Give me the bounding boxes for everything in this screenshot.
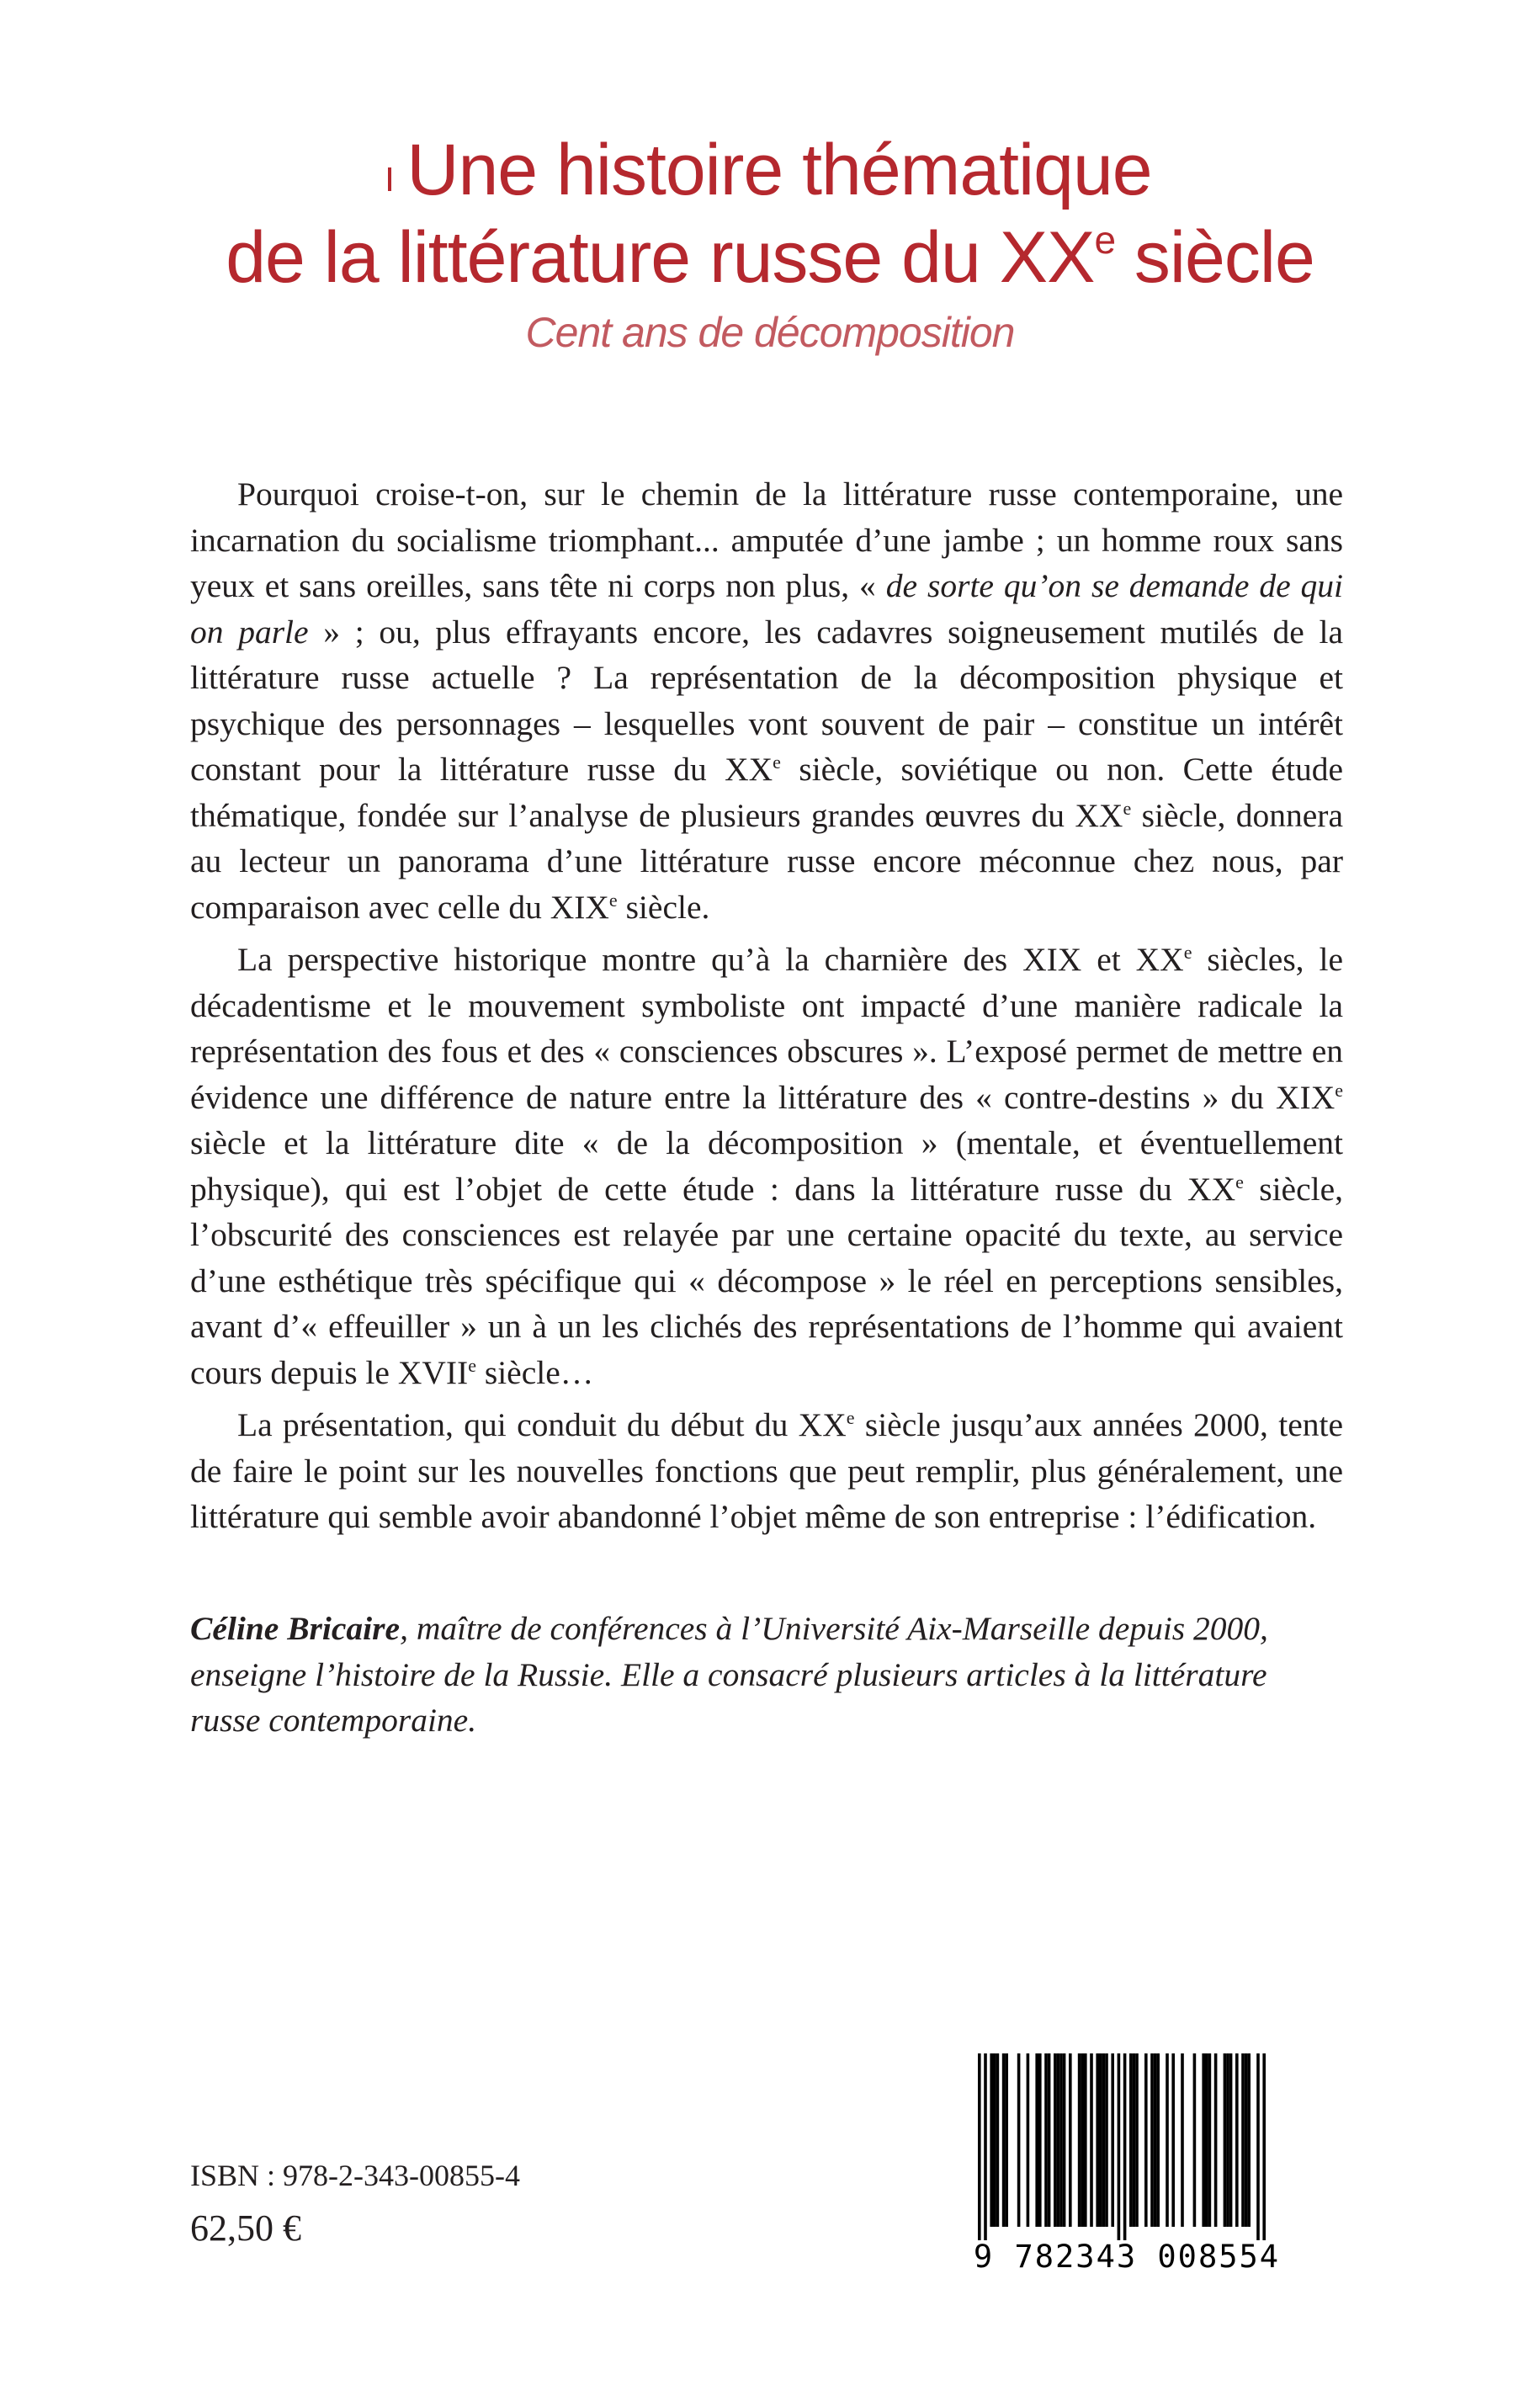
barcode-bar	[1118, 2053, 1121, 2240]
blurb-paragraph-2	[190, 937, 1343, 1395]
barcode-bar	[1069, 2053, 1072, 2227]
barcode-bar	[1144, 2053, 1148, 2227]
barcode-bar	[978, 2053, 981, 2240]
barcode-bar	[1181, 2053, 1184, 2227]
text-run: Pourquoi croise-t-on, sur le chemin de la littérature russe contemporaine, une incarnation du socialisme triomphant... amputée d’une jambe ; un homme roux sans yeux et sans oreilles, sans tête ni corps non plus, «	[190, 475, 1343, 604]
barcode-bar	[1017, 2053, 1021, 2227]
quote-italic: de sorte qu’on se demande de qui on parle	[190, 567, 1344, 651]
text-run: siècle jusqu’aux années 2000, tente de faire le point sur les nouvelles fonctions que peut remplir, plus généralement, une littérature qui semble avoir abandonné l’objet même de son entreprise : l’édification.	[190, 1406, 1344, 1535]
barcode-bar	[1005, 2053, 1008, 2227]
barcode-bar	[996, 2053, 1000, 2227]
barcode-bar	[1078, 2053, 1081, 2227]
book-subtitle: Cent ans de décomposition	[525, 309, 1015, 356]
barcode-bar	[1059, 2053, 1063, 2227]
barcode-bar	[1038, 2053, 1042, 2227]
barcode-bar	[1099, 2053, 1102, 2227]
superscript: e	[1183, 942, 1192, 963]
title-line-2	[0, 214, 1540, 301]
author-bio	[190, 1606, 1343, 1744]
barcode-bar	[1129, 2053, 1133, 2227]
barcode-bar	[1245, 2053, 1248, 2227]
text-run: siècle…	[475, 1353, 594, 1391]
barcode-bar	[1202, 2053, 1205, 2227]
superscript: e	[468, 1354, 476, 1376]
text-run: siècle, donnera au lecteur un panorama d’une littérature russe encore méconnue chez nous, par comparaison avec celle du XIX	[190, 796, 1343, 926]
barcode-bar	[1081, 2053, 1084, 2227]
barcode-bar	[993, 2053, 996, 2227]
superscript: e	[1235, 1171, 1244, 1192]
text-run: siècle et la littérature dite « de la décomposition » (mentale, et éventuellement physique), qui est l’objet de cette étude : dans la littérature russe du XX	[190, 1124, 1343, 1208]
title-line-1-text: Une histoire thématique	[406, 130, 1152, 210]
superscript: e	[773, 752, 781, 773]
blurb-paragraph-3	[190, 1402, 1343, 1540]
barcode-bar	[1027, 2053, 1030, 2227]
barcode-bar	[1048, 2053, 1051, 2227]
isbn: ISBN : 978-2-343-00855-4	[190, 2159, 520, 2192]
superscript: e	[1123, 797, 1132, 819]
title-line-1	[0, 126, 1540, 214]
barcode-bar	[1171, 2053, 1175, 2227]
barcode-bar	[1241, 2053, 1245, 2227]
barcode-bar	[1226, 2053, 1229, 2227]
text-run: La perspective historique montre qu’à la charnière des XIX et XX	[237, 941, 1184, 978]
barcode-bar	[1154, 2053, 1157, 2227]
text-run: La présentation, qui conduit du début du XX	[237, 1406, 847, 1443]
text-run: siècle, soviétique ou non. Cette étude thématique, fondée sur l’analyse de plusieurs grandes œuvres du XX	[190, 751, 1343, 834]
barcode-bar	[1111, 2053, 1114, 2227]
barcode-bar	[1229, 2053, 1233, 2227]
text-run: siècle.	[617, 888, 710, 926]
author-name: Céline Bricaire	[190, 1610, 401, 1647]
barcode-bar	[1044, 2053, 1048, 2227]
superscript: e	[608, 889, 618, 911]
barcode-bar	[1054, 2053, 1057, 2227]
barcode-bar	[1208, 2053, 1212, 2227]
blurb	[190, 471, 1343, 1547]
price: 62,50 €	[190, 2207, 301, 2249]
text-run: » ; ou, plus effrayants encore, les cadavres soigneusement mutilés de la littérature russe actuelle ? La représentation de la décomposition physique et psychique des personnages – lesquelles vont souvent de pair – constitue un intérêt constant pour la littérature russe du XX	[190, 613, 1343, 788]
barcode-bar	[1133, 2053, 1136, 2227]
blurb-paragraph-1	[190, 471, 1343, 930]
superscript: e	[1335, 1079, 1343, 1101]
barcode-bar	[1123, 2053, 1127, 2240]
barcode-bar	[1166, 2053, 1169, 2227]
barcode-bar	[1135, 2053, 1139, 2227]
barcode-bar	[1002, 2053, 1006, 2227]
barcode-bar	[1096, 2053, 1099, 2227]
author-bio-text: , maître de conférences à l’Université Aix-Marseille depuis 2000, enseigne l’histoire de la Russie. Elle a consacré plusieurs articles à la littérature russe contemporaine.	[190, 1610, 1268, 1739]
barcode-bar	[1214, 2053, 1218, 2227]
title-line-2-prefix: de la littérature russe du XX	[226, 217, 1095, 298]
barcode-bar	[1247, 2053, 1251, 2227]
barcode-bar	[1090, 2053, 1093, 2227]
barcode-bar	[1063, 2053, 1066, 2227]
barcode-bars	[946, 2053, 1308, 2240]
barcode-bar	[1193, 2053, 1197, 2227]
title-mark	[388, 167, 391, 191]
barcode-bar	[1150, 2053, 1154, 2227]
barcode-bar	[990, 2053, 993, 2227]
barcode-bar	[1035, 2053, 1038, 2227]
barcode-bar	[1105, 2053, 1108, 2227]
barcode-bar	[1102, 2053, 1106, 2227]
superscript: e	[846, 1407, 855, 1428]
barcode	[946, 2053, 1308, 2279]
barcode-bar	[1057, 2053, 1060, 2227]
barcode-bar	[1235, 2053, 1239, 2227]
barcode-bar	[1156, 2053, 1160, 2227]
barcode-bar	[1084, 2053, 1087, 2227]
text-run: siècle, l’obscurité des consciences est relayée par une certaine opacité du texte, au service d’une esthétique très spécifique qui « décompose » le réel en perceptions sensibles, avant d’« effeuiller » un à un les clichés des représentations de l’homme qui avaient cours depuis le XVII	[190, 1170, 1343, 1391]
barcode-digits: 9 782343 008554	[973, 2239, 1281, 2275]
barcode-bar	[1256, 2053, 1260, 2240]
title-line-2-suffix: siècle	[1115, 217, 1314, 298]
barcode-bar	[1262, 2053, 1266, 2240]
title-superscript: e	[1094, 218, 1116, 262]
barcode-bar	[1224, 2053, 1227, 2227]
barcode-bar	[1205, 2053, 1208, 2227]
book-title	[0, 126, 1540, 301]
text-run: siècles, le décadentisme et le mouvement symboliste ont impacté d’une manière radicale la représentation des fous et des « consciences obscures ». L’exposé permet de mettre en évidence une différence de nature entre la littérature des « contre-destins » du XIX	[190, 941, 1343, 1116]
barcode-bar	[984, 2053, 987, 2240]
